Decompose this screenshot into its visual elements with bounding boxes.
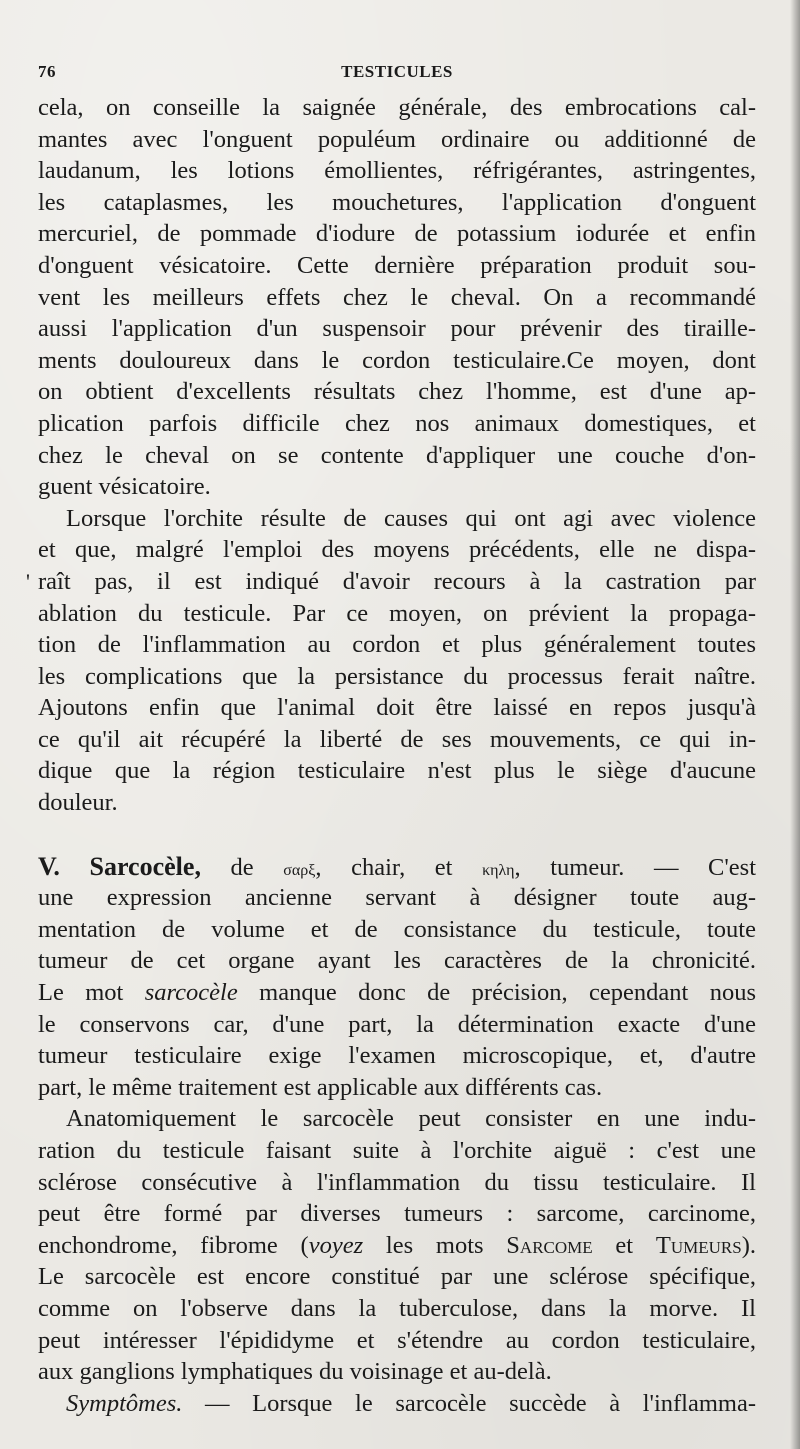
text-line: les cataplasmes, les mouchetures, l'application d'onguent bbox=[38, 188, 756, 216]
text-line: Anatomiquement le sarcocèle peut consister en une indu- bbox=[66, 1105, 756, 1133]
paragraph-2 bbox=[38, 503, 756, 819]
text-span: de bbox=[230, 853, 254, 881]
text-line: raît pas, il est indiqué d'avoir recours à la castration par bbox=[38, 567, 756, 595]
text-span: manque donc de précision, cependant nous bbox=[237, 979, 756, 1007]
text-line: plication parfois difficile chez nos animaux domestiques, et bbox=[38, 409, 756, 437]
text-line: ce qu'il ait récupéré la liberté de ses mouvements, ce qui in- bbox=[38, 725, 756, 753]
margin-mark: ' bbox=[26, 569, 30, 594]
text-line bbox=[38, 977, 756, 1009]
text-line: une expression ancienne servant à désigner toute aug- bbox=[38, 884, 756, 912]
paragraph-anatomie bbox=[38, 1103, 756, 1387]
text-span: et bbox=[592, 1231, 656, 1259]
text-line: tumeur de cet organe ayant les caractères de la chronicité. bbox=[38, 947, 756, 975]
smallcaps-term: Tumeurs bbox=[655, 1231, 742, 1259]
text-line bbox=[38, 1388, 756, 1420]
text-span: — Lorsque le sarcocèle succède à l'inflamma- bbox=[182, 1389, 756, 1417]
text-line: mercuriel, de pommade d'iodure de potassium iodurée et enfin bbox=[38, 220, 756, 248]
text-line: aux ganglions lymphatiques du voisinage et au-delà. bbox=[38, 1358, 552, 1386]
text-span: ). bbox=[741, 1231, 756, 1259]
text-span: Le mot bbox=[38, 979, 145, 1007]
text-line: ration du testicule faisant suite à l'orchite aiguë : c'est une bbox=[38, 1137, 756, 1164]
text-line: peut intéresser l'épididyme et s'étendre au cordon testiculaire, bbox=[38, 1326, 756, 1354]
text-line: cela, on conseille la saignée générale, des embrocations cal- bbox=[38, 94, 756, 121]
section-number: V. bbox=[38, 851, 60, 881]
italic-heading: Symptômes. bbox=[66, 1389, 183, 1417]
text-line: tumeur testiculaire exige l'examen microscopique, et, d'autre bbox=[38, 1042, 756, 1070]
section-title: Sarcocèle, bbox=[89, 851, 201, 881]
paragraph-1 bbox=[38, 92, 756, 503]
page-body bbox=[38, 58, 756, 1419]
text-line: sclérose consécutive à l'inflammation du tissu testiculaire. Il bbox=[38, 1168, 756, 1196]
running-title: TESTICULES bbox=[341, 62, 453, 81]
italic-term: sarcocèle bbox=[144, 979, 238, 1007]
text-line bbox=[38, 1230, 756, 1262]
text-line: Ajoutons enfin que l'animal doit être laissé en repos jusqu'à bbox=[38, 694, 756, 722]
text-span: enchondrome, fibrome ( bbox=[38, 1231, 309, 1259]
greek-word: σαρξ bbox=[283, 861, 316, 879]
text-line: tion de l'inflammation au cordon et plus généralement toutes bbox=[38, 631, 756, 659]
text-line: Le sarcocèle est encore constitué par une sclérose spécifique, bbox=[38, 1263, 756, 1291]
text-line: aussi l'application d'un suspensoir pour prévenir des tiraille- bbox=[38, 315, 756, 343]
smallcaps-term: Sarcome bbox=[506, 1231, 593, 1259]
page-number: 76 bbox=[38, 62, 56, 81]
text-line: d'onguent vésicatoire. Cette dernière préparation produit sou- bbox=[38, 251, 756, 279]
text-line: chez le cheval on se contente d'appliquer une couche d'on- bbox=[38, 441, 756, 469]
text-line: comme on l'observe dans la tuberculose, dans la morve. Il bbox=[38, 1294, 756, 1322]
text-span: les mots bbox=[363, 1231, 507, 1259]
text-line: douleur. bbox=[38, 789, 118, 817]
section-heading-line bbox=[38, 851, 756, 883]
italic-term: voyez bbox=[308, 1231, 364, 1259]
text-span: , tumeur. — C'est bbox=[514, 853, 757, 881]
text-line: et que, malgré l'emploi des moyens précédents, elle ne dispa- bbox=[38, 536, 756, 564]
text-line: vent les meilleurs effets chez le cheval. On a recommandé bbox=[38, 283, 756, 311]
section-sarcocele bbox=[38, 851, 756, 1104]
text-line: peut être formé par diverses tumeurs : sarcome, carcinome, bbox=[38, 1200, 756, 1228]
section-gap bbox=[38, 819, 756, 851]
text-line: laudanum, les lotions émollientes, réfrigérantes, astringentes, bbox=[38, 157, 756, 185]
text-line: le conservons car, d'une part, la détermination exacte d'une bbox=[38, 1010, 756, 1038]
text-line: ablation du testicule. Par ce moyen, on prévient la propaga- bbox=[38, 599, 756, 627]
text-line: les complications que la persistance du processus ferait naître. bbox=[38, 662, 756, 690]
text-line: Lorsque l'orchite résulte de causes qui ont agi avec violence bbox=[66, 504, 756, 532]
page-edge-shadow bbox=[790, 0, 800, 1449]
paragraph-symptomes bbox=[38, 1388, 756, 1420]
text-line: part, le même traitement est applicable aux différents cas. bbox=[38, 1073, 603, 1101]
greek-word: κηλη bbox=[482, 861, 515, 879]
text-line: ments douloureux dans le cordon testiculaire.Ce moyen, dont bbox=[38, 346, 756, 374]
running-head bbox=[38, 58, 756, 92]
text-span: , chair, et bbox=[315, 853, 453, 881]
text-line: dique que la région testiculaire n'est plus le siège d'aucune bbox=[38, 757, 756, 785]
text-line: mantes avec l'onguent populéum ordinaire ou additionné de bbox=[38, 125, 756, 153]
text-line: on obtient d'excellents résultats chez l'homme, est d'une ap- bbox=[38, 378, 756, 406]
text-line: guent vésicatoire. bbox=[38, 473, 211, 501]
text-line: mentation de volume et de consistance du testicule, toute bbox=[38, 915, 756, 943]
